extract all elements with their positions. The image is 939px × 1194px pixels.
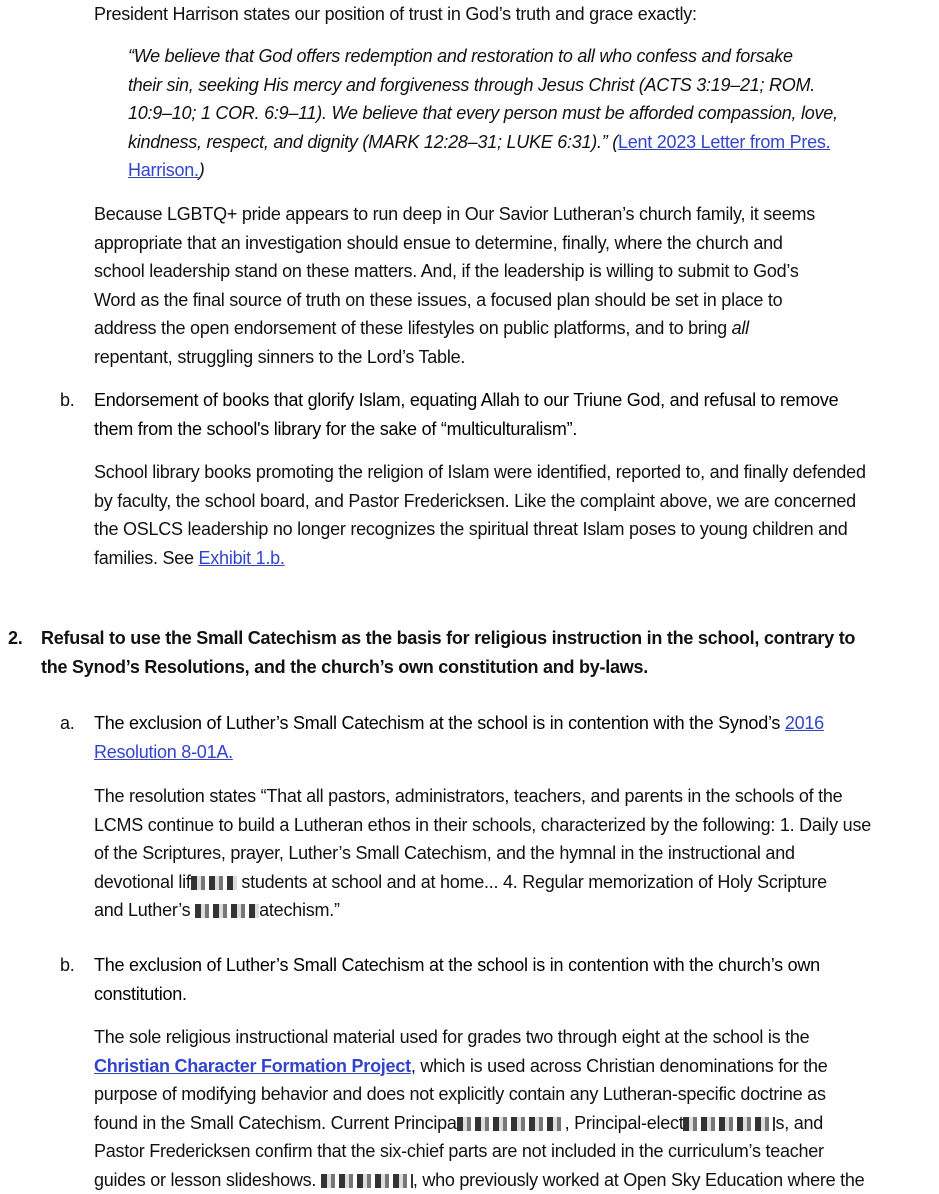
item-2b-heading <box>94 951 820 1008</box>
text: devotional lif <box>94 871 191 892</box>
ccfp-paragraph <box>94 1023 864 1194</box>
text-line: Because LGBTQ+ pride appears to run deep in Our Savior Lutheran’s church family, it seems <box>94 204 815 224</box>
intro-paragraph <box>94 0 697 29</box>
text-line <box>94 544 866 573</box>
islam-paragraph <box>94 458 866 572</box>
pixelated-redaction <box>195 904 259 918</box>
text-line: their sin, seeking His mercy and forgiveness through Jesus Christ (ACTS 3:19–21; ROM. <box>128 74 816 95</box>
text: found in the Small Catechism. Current Principa <box>94 1112 457 1133</box>
resolution-link-cont[interactable]: Resolution 8-01A. <box>94 741 233 762</box>
text-line: purpose of modifying behavior and does not explicitly contain any Lutheran-specific doctrine as <box>94 1084 826 1104</box>
text-line: The sole religious instructional material used for grades two through eight at the school is the <box>94 1027 810 1047</box>
text-line <box>128 156 838 185</box>
text-line <box>128 128 838 157</box>
text-line: them from the school's library for the sake of “multiculturalism”. <box>94 418 578 439</box>
text: students at school and at home... 4. Regular memorization of Holy Scripture <box>236 871 827 892</box>
text: ) <box>198 160 205 180</box>
text: , which is used across Christian denominations for the <box>410 1055 828 1076</box>
text-line <box>94 1052 864 1081</box>
text-line: by faculty, the school board, and Pastor Fredericksen. Like the complaint above, we are concerned <box>94 490 856 511</box>
item-1b-heading <box>94 386 838 443</box>
text: , Principal-elect <box>564 1112 684 1133</box>
text: , who previously worked at Open Sky Education where the <box>412 1169 865 1190</box>
text: kindness, respect, and dignity (MARK 12:28–31; LUKE 6:31).” ( <box>128 131 619 152</box>
text-line: The exclusion of Luther’s Small Catechism at the school is in contention with the church’s own <box>94 955 820 975</box>
text-line: appropriate that an investigation should ensue to determine, finally, where the church and <box>94 232 783 253</box>
text-line: President Harrison states our position of trust in God’s truth and grace exactly: <box>94 4 697 24</box>
resolution-paragraph <box>94 782 871 925</box>
text-line: 10:9–10; 1 COR. 6:9–11). We believe that every person must be afforded compassion, love, <box>128 103 838 123</box>
list-marker: b. <box>60 390 75 410</box>
text-line: Pastor Fredericksen confirm that the six-chief parts are not included in the curriculum’s teacher <box>94 1141 824 1161</box>
item-2a-heading <box>94 709 824 766</box>
text-line: Endorsement of books that glorify Islam, equating Allah to our Triune God, and refusal to remove <box>94 390 839 410</box>
text: s, and <box>775 1112 824 1133</box>
text-line: the OSLCS leadership no longer recognizes the spiritual threat Islam poses to young children and <box>94 519 848 539</box>
pixelated-redaction <box>683 1117 775 1131</box>
pixelated-redaction <box>191 876 237 890</box>
text-line: school leadership stand on these matters. And, if the leadership is willing to submit to God’s <box>94 261 799 281</box>
text: atechism.” <box>259 900 340 920</box>
text: guides or lesson slideshows. <box>94 1169 321 1190</box>
text-line <box>94 868 871 897</box>
text-line <box>94 1166 864 1194</box>
text-line: LCMS continue to build a Lutheran ethos in their schools, characterized by the following: 1. Daily use <box>94 814 871 835</box>
list-marker: 2. <box>8 628 23 648</box>
pixelated-redaction <box>321 1174 413 1188</box>
text-line <box>94 314 815 343</box>
resolution-link[interactable]: 2016 <box>784 713 824 733</box>
text-line: the Synod’s Resolutions, and the church’s own constitution and by-laws. <box>41 656 648 677</box>
ccfp-link[interactable]: Christian Character Formation Project <box>94 1055 411 1076</box>
harrison-quote <box>128 42 838 185</box>
lgbtq-paragraph <box>94 200 815 371</box>
emphasis: all <box>731 318 749 338</box>
text-line: The resolution states “That all pastors, administrators, teachers, and parents in the schools of the <box>94 786 843 806</box>
lent-letter-link[interactable]: Lent 2023 Letter from Pres. <box>618 131 831 152</box>
text: and Luther’s <box>94 900 196 920</box>
text-line: School library books promoting the religion of Islam were identified, reported to, and finally defended <box>94 462 866 482</box>
text: The exclusion of Luther’s Small Catechism at the school is in contention with the Synod’s <box>94 713 785 733</box>
lent-letter-link-cont[interactable]: Harrison. <box>128 160 199 180</box>
list-marker: b. <box>60 955 75 975</box>
text: address the open endorsement of these lifestyles on public platforms, and to bring <box>94 318 732 338</box>
pixelated-redaction <box>457 1117 565 1131</box>
text-line: Refusal to use the Small Catechism as the basis for religious instruction in the school, contrary to <box>41 628 856 648</box>
text-line: Word as the final source of truth on these issues, a focused plan should be set in place to <box>94 289 783 310</box>
text-line: “We believe that God offers redemption and restoration to all who confess and forsake <box>128 46 793 66</box>
exhibit-1b-link[interactable]: Exhibit 1.b. <box>198 547 285 568</box>
text-line <box>94 709 824 738</box>
text-line <box>94 1109 864 1138</box>
text-line <box>94 896 871 925</box>
text-line: of the Scriptures, prayer, Luther’s Small Catechism, and the hymnal in the instructional and <box>94 843 795 863</box>
text-line: constitution. <box>94 983 187 1004</box>
list-marker: a. <box>60 713 75 733</box>
item-2-heading <box>41 624 855 681</box>
text-line: repentant, struggling sinners to the Lord’s Table. <box>94 346 466 367</box>
text-line <box>94 738 824 767</box>
text: families. See <box>94 547 199 568</box>
